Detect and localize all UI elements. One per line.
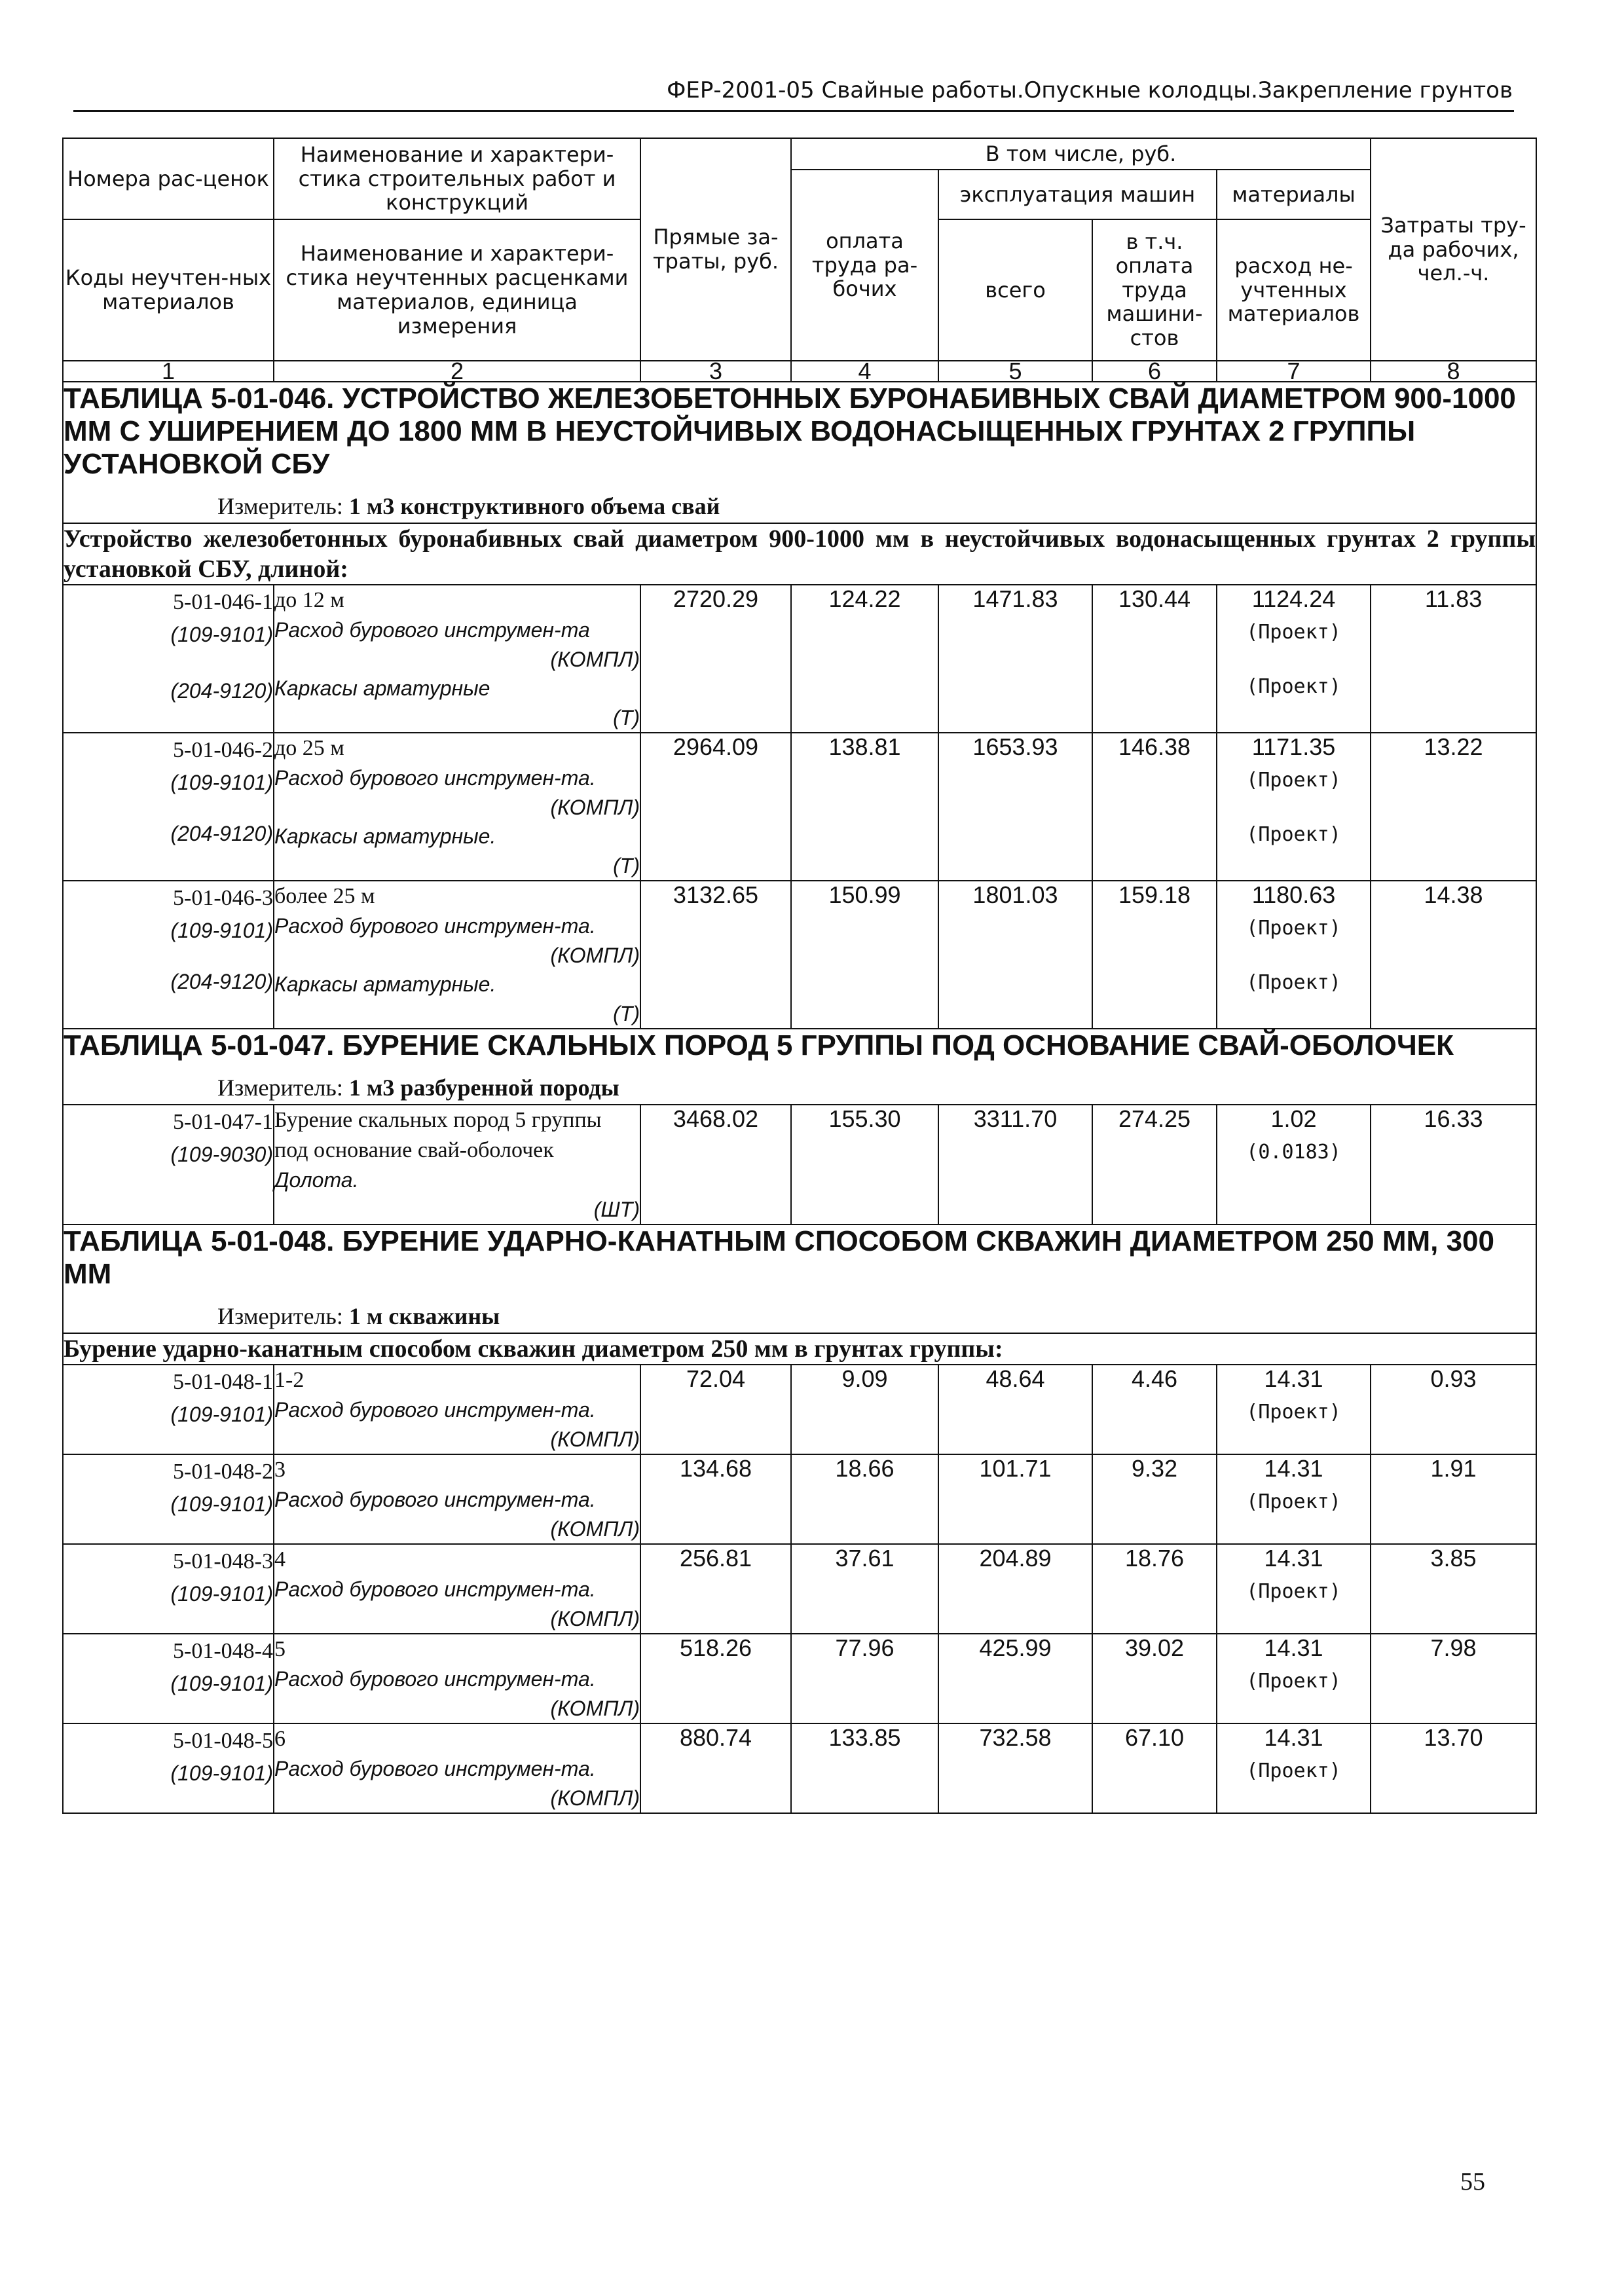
rate-code: 5-01-046-3: [173, 886, 273, 911]
material-qty: (Проект): [1246, 1579, 1341, 1603]
material-entry: [274, 911, 640, 970]
work-name: до 25 м: [274, 736, 344, 761]
material-qty: (Проект): [1246, 917, 1341, 940]
value-mach: 3311.70: [938, 1105, 1092, 1224]
material-name: Расход бурового инструмен-та.: [274, 1666, 596, 1691]
material-name: Расход бурового инструмен-та.: [274, 1487, 596, 1511]
material-code: (109-9101): [170, 1671, 273, 1695]
materials-cell: [1217, 733, 1371, 881]
material-name: Расход бурового инструмен-та.: [274, 1577, 596, 1601]
running-header: ФЕР-2001-05 Свайные работы.Опускные колодцы.Закрепление грунтов: [667, 77, 1513, 103]
material-unit: (КОМПЛ): [550, 1427, 640, 1451]
work-name: до 12 м: [274, 588, 344, 612]
value-materials: 14.31: [1264, 1544, 1323, 1572]
value-hours: 16.33: [1371, 1105, 1536, 1224]
material-code: (109-9101): [170, 1403, 273, 1426]
value-mach: 732.58: [938, 1723, 1092, 1813]
material-qty: (Проект): [1246, 1490, 1341, 1513]
work-name: более 25 м: [274, 884, 375, 909]
col5-header: всего: [938, 219, 1092, 361]
material-name: Расход бурового инструмен-та.: [274, 1756, 596, 1780]
value-mach-labor: 130.44: [1092, 585, 1217, 733]
material-unit: (КОМПЛ): [550, 1696, 640, 1720]
work-name-cell: [274, 1454, 640, 1544]
value-labor: 37.61: [791, 1544, 938, 1634]
measure-line: [217, 1071, 1536, 1104]
table-row: [63, 1105, 1536, 1224]
rate-code: 5-01-048-3: [173, 1549, 273, 1573]
value-hours: 3.85: [1371, 1544, 1536, 1634]
value-mach-labor: 67.10: [1092, 1723, 1217, 1813]
materials-cell: [1217, 1105, 1371, 1224]
material-entry: [274, 1166, 640, 1224]
material-code: (109-9101): [170, 771, 273, 795]
value-labor: 18.66: [791, 1454, 938, 1544]
section-title-row: [63, 1224, 1536, 1333]
measure-value: 1 м3 разбуренной породы: [348, 1075, 619, 1101]
section-subtitle-row: [63, 523, 1536, 585]
work-name-cell: [274, 1723, 640, 1813]
value-hours: 13.70: [1371, 1723, 1536, 1813]
machines-group-header: эксплуатация машин: [938, 170, 1217, 219]
materials-cell: [1217, 881, 1371, 1029]
material-qty: (Проект): [1246, 1759, 1341, 1782]
column-number: 3: [640, 361, 791, 382]
col8-header: Затраты тру-да рабочих, чел.-ч.: [1371, 138, 1536, 361]
rate-code-cell: [63, 733, 274, 881]
rate-code-cell: [63, 1723, 274, 1813]
material-entry: [274, 1575, 640, 1633]
value-direct: 3468.02: [640, 1105, 791, 1224]
material-code: (204-9120): [170, 970, 273, 994]
material-unit: (ШТ): [593, 1197, 640, 1221]
value-materials: 14.31: [1264, 1634, 1323, 1661]
col2-top-header: Наименование и характери-стика строительных работ и конструкций: [274, 138, 640, 219]
section-title-cell: [63, 1029, 1536, 1105]
value-direct: 134.68: [640, 1454, 791, 1544]
section-title-cell: [63, 382, 1536, 523]
material-unit: (Т): [613, 1001, 640, 1025]
value-mach: 425.99: [938, 1634, 1092, 1723]
value-labor: 133.85: [791, 1723, 938, 1813]
measure-label: Измеритель:: [217, 1075, 343, 1101]
column-number: 6: [1092, 361, 1217, 382]
measure-value: 1 м скважины: [348, 1303, 500, 1329]
materials-cell: [1217, 1723, 1371, 1813]
table-row: [63, 1723, 1536, 1813]
materials-group-header: материалы: [1217, 170, 1371, 219]
col6-header: в т.ч. оплата труда машини-стов: [1092, 219, 1217, 361]
materials-cell: [1217, 1454, 1371, 1544]
material-entry: [274, 970, 640, 1028]
section-subtitle-row: [63, 1333, 1536, 1365]
material-qty: (Проект): [1246, 675, 1341, 698]
rate-code: 5-01-048-1: [173, 1370, 273, 1394]
price-table: [62, 138, 1537, 1814]
value-materials: 14.31: [1264, 1454, 1323, 1482]
value-mach: 1801.03: [938, 881, 1092, 1029]
value-mach: 48.64: [938, 1365, 1092, 1454]
value-mach-labor: 274.25: [1092, 1105, 1217, 1224]
material-unit: (КОМПЛ): [550, 1606, 640, 1630]
column-number: 2: [274, 361, 640, 382]
value-direct: 518.26: [640, 1634, 791, 1723]
value-mach: 204.89: [938, 1544, 1092, 1634]
material-unit: (КОМПЛ): [550, 1517, 640, 1541]
rate-code-cell: [63, 1634, 274, 1723]
table-row: [63, 1544, 1536, 1634]
measure-label: Измеритель:: [217, 1303, 343, 1329]
rate-code: 5-01-047-1: [173, 1110, 273, 1135]
section-title: ТАБЛИЦА 5-01-048. БУРЕНИЕ УДАРНО-КАНАТНЫМ СПОСОБОМ СКВАЖИН ДИАМЕТРОМ 250 ММ, 300 ММ: [64, 1225, 1494, 1290]
work-name: 4: [274, 1547, 286, 1572]
value-mach-labor: 159.18: [1092, 881, 1217, 1029]
material-code: (109-9101): [170, 1492, 273, 1516]
value-hours: 14.38: [1371, 881, 1536, 1029]
material-code: (109-9101): [170, 919, 273, 943]
value-hours: 13.22: [1371, 733, 1536, 881]
material-unit: (Т): [613, 853, 640, 877]
measure-value: 1 м3 конструктивного объема свай: [348, 493, 720, 519]
value-hours: 0.93: [1371, 1365, 1536, 1454]
value-hours: 7.98: [1371, 1634, 1536, 1723]
value-mach-labor: 39.02: [1092, 1634, 1217, 1723]
col1-top-header: Номера рас-ценок: [63, 138, 274, 219]
work-name: 3: [274, 1457, 286, 1482]
rate-code: 5-01-046-1: [173, 590, 273, 614]
material-qty: (0.0183): [1246, 1141, 1341, 1164]
material-qty: (Проект): [1246, 971, 1341, 995]
value-labor: 77.96: [791, 1634, 938, 1723]
value-materials: 1180.63: [1251, 881, 1336, 909]
column-number: 8: [1371, 361, 1536, 382]
section-title: ТАБЛИЦА 5-01-047. БУРЕНИЕ СКАЛЬНЫХ ПОРОД 5 ГРУППЫ ПОД ОСНОВАНИЕ СВАЙ-ОБОЛОЧЕК: [64, 1029, 1454, 1062]
work-name-cell: [274, 1634, 640, 1723]
work-name-cell: [274, 1544, 640, 1634]
in-total-header: В том числе, руб.: [791, 138, 1371, 170]
table-row: [63, 733, 1536, 881]
material-code: (109-9101): [170, 1581, 273, 1606]
work-name: Бурение скальных пород 5 группы под основание свай-оболочек: [274, 1108, 602, 1163]
materials-cell: [1217, 1544, 1371, 1634]
material-qty: (Проект): [1246, 769, 1341, 792]
rate-code-cell: [63, 1105, 274, 1224]
value-direct: 256.81: [640, 1544, 791, 1634]
rate-code-cell: [63, 585, 274, 733]
value-mach-labor: 146.38: [1092, 733, 1217, 881]
rate-code: 5-01-046-2: [173, 738, 273, 763]
value-labor: 124.22: [791, 585, 938, 733]
material-entry: [274, 764, 640, 822]
table-row: [63, 1634, 1536, 1723]
material-code: (204-9120): [170, 822, 273, 846]
section-title: ТАБЛИЦА 5-01-046. УСТРОЙСТВО ЖЕЛЕЗОБЕТОННЫХ БУРОНАБИВНЫХ СВАЙ ДИАМЕТРОМ 900-1000 ММ С УШИРЕНИЕМ ДО 1800 ММ В НЕУСТОЙЧИВЫХ ВОДОНАСЫЩЕННЫХ ГРУНТАХ 2 ГРУППЫ УСТАНОВКОЙ СБУ: [64, 382, 1516, 480]
work-name: 1-2: [274, 1368, 304, 1392]
work-name: 5: [274, 1636, 286, 1661]
measure-label: Измеритель:: [217, 493, 343, 519]
rate-code: 5-01-048-5: [173, 1728, 273, 1753]
value-materials: 14.31: [1264, 1365, 1323, 1392]
value-materials: 1124.24: [1251, 585, 1336, 612]
material-name: Каркасы арматурные: [274, 676, 490, 700]
material-entry: [274, 616, 640, 674]
column-number: 5: [938, 361, 1092, 382]
measure-line: [217, 1300, 1536, 1333]
work-name-cell: [274, 733, 640, 881]
column-numbers-row: [63, 361, 1536, 382]
material-name: Расход бурового инструмен-та: [274, 617, 590, 642]
header-rule: [73, 110, 1514, 112]
material-unit: (КОМПЛ): [550, 943, 640, 967]
value-materials: 1171.35: [1251, 733, 1336, 761]
value-mach-labor: 9.32: [1092, 1454, 1217, 1544]
column-number: 7: [1217, 361, 1371, 382]
material-qty: (Проект): [1246, 1669, 1341, 1693]
section-title-row: [63, 1029, 1536, 1105]
column-number: 4: [791, 361, 938, 382]
work-name-cell: [274, 881, 640, 1029]
page-number: 55: [1460, 2168, 1485, 2196]
work-name: 6: [274, 1726, 286, 1751]
value-direct: 2964.09: [640, 733, 791, 881]
material-entry: [274, 1754, 640, 1813]
col7-header: расход не-учтенных материалов: [1217, 219, 1371, 361]
value-materials: 1.02: [1270, 1105, 1317, 1133]
material-entry: [274, 1665, 640, 1723]
work-name-cell: [274, 1365, 640, 1454]
rate-code-cell: [63, 1544, 274, 1634]
col1-bottom-header: Коды неучтен-ных материалов: [63, 219, 274, 361]
table-row: [63, 881, 1536, 1029]
section-title-row: [63, 382, 1536, 523]
measure-line: [217, 490, 1536, 523]
material-qty: (Проект): [1246, 823, 1341, 847]
material-name: Каркасы арматурные.: [274, 824, 496, 849]
material-code: (109-9101): [170, 1761, 273, 1785]
column-number: 1: [63, 361, 274, 382]
value-direct: 2720.29: [640, 585, 791, 733]
value-mach-labor: 4.46: [1092, 1365, 1217, 1454]
value-direct: 880.74: [640, 1723, 791, 1813]
value-labor: 155.30: [791, 1105, 938, 1224]
col2-bottom-header: Наименование и характери-стика неучтенных расценками материалов, единица измерения: [274, 219, 640, 361]
value-labor: 138.81: [791, 733, 938, 881]
materials-cell: [1217, 585, 1371, 733]
rate-code-cell: [63, 1365, 274, 1454]
rate-code: 5-01-048-4: [173, 1638, 273, 1663]
material-unit: (КОМПЛ): [550, 1786, 640, 1810]
materials-cell: [1217, 1365, 1371, 1454]
material-name: Расход бурового инструмен-та.: [274, 765, 596, 790]
value-mach: 101.71: [938, 1454, 1092, 1544]
material-entry: [274, 1485, 640, 1543]
table-row: [63, 1365, 1536, 1454]
material-name: Долота.: [274, 1168, 359, 1192]
material-unit: (КОМПЛ): [550, 647, 640, 671]
material-name: Каркасы арматурные.: [274, 972, 496, 997]
material-unit: (Т): [613, 705, 640, 729]
material-entry: [274, 822, 640, 880]
work-name-cell: [274, 585, 640, 733]
value-hours: 11.83: [1371, 585, 1536, 733]
material-name: Расход бурового инструмен-та.: [274, 913, 596, 938]
section-subtitle: Устройство железобетонных буронабивных свай диаметром 900-1000 мм в неустойчивых водонасыщенных грунтах 2 группы установкой СБУ, длиной:: [63, 523, 1536, 585]
material-name: Расход бурового инструмен-та.: [274, 1397, 596, 1422]
rate-code-cell: [63, 881, 274, 1029]
material-code: (204-9120): [170, 679, 273, 703]
value-labor: 150.99: [791, 881, 938, 1029]
material-code: (109-9101): [170, 623, 273, 646]
material-unit: (КОМПЛ): [550, 795, 640, 819]
material-entry: [274, 1395, 640, 1454]
col3-header: Прямые за-траты, руб.: [640, 138, 791, 361]
value-mach: 1471.83: [938, 585, 1092, 733]
materials-cell: [1217, 1634, 1371, 1723]
material-qty: (Проект): [1246, 621, 1341, 644]
value-mach: 1653.93: [938, 733, 1092, 881]
section-subtitle: Бурение ударно-канатным способом скважин диаметром 250 мм в грунтах группы:: [63, 1333, 1536, 1365]
work-name-cell: [274, 1105, 640, 1224]
table-row: [63, 585, 1536, 733]
col4-header: оплата труда ра-бочих: [791, 170, 938, 361]
rate-code-cell: [63, 1454, 274, 1544]
material-code: (109-9030): [170, 1143, 273, 1167]
material-qty: (Проект): [1246, 1401, 1341, 1424]
value-mach-labor: 18.76: [1092, 1544, 1217, 1634]
section-title-cell: [63, 1224, 1536, 1333]
value-direct: 72.04: [640, 1365, 791, 1454]
material-entry: [274, 674, 640, 732]
table-row: [63, 1454, 1536, 1544]
value-labor: 9.09: [791, 1365, 938, 1454]
rate-code: 5-01-048-2: [173, 1459, 273, 1484]
value-hours: 1.91: [1371, 1454, 1536, 1544]
value-direct: 3132.65: [640, 881, 791, 1029]
value-materials: 14.31: [1264, 1723, 1323, 1751]
